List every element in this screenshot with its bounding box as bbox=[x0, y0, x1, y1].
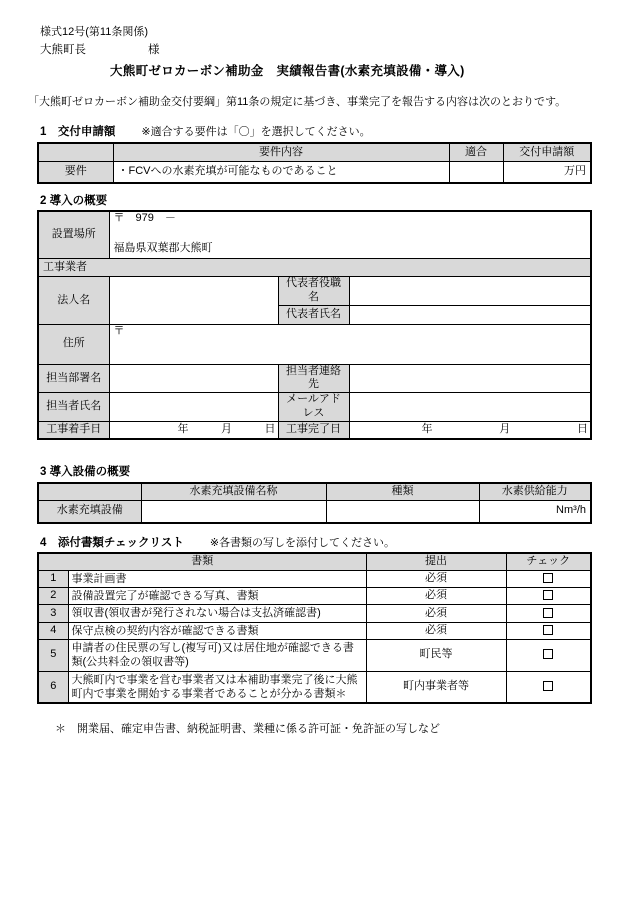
row-number: 4 bbox=[38, 622, 68, 639]
document-name: 大熊町内で事業を営む事業者又は本補助事業完了後に大熊町内で事業を開始する事業者であることが分かる書類＊ bbox=[68, 671, 366, 703]
check-cell bbox=[506, 570, 591, 587]
installation-location-field[interactable] bbox=[109, 211, 591, 259]
email-field[interactable] bbox=[349, 393, 591, 422]
blank-header-cell bbox=[38, 143, 113, 161]
submission-requirement: 町内事業者等 bbox=[366, 671, 506, 703]
representative-title-field[interactable] bbox=[349, 277, 591, 306]
blank-equipment-header-cell bbox=[38, 483, 141, 501]
equipment-type-header: 種類 bbox=[326, 483, 479, 501]
checkbox-icon[interactable] bbox=[543, 681, 553, 691]
construction-start-label: 工事着手日 bbox=[38, 421, 109, 439]
checklist-row bbox=[38, 639, 591, 671]
construction-end-field[interactable] bbox=[349, 421, 591, 439]
representative-name-label: 代表者氏名 bbox=[278, 305, 349, 324]
addressee-line bbox=[40, 43, 630, 57]
attachment-checklist-table bbox=[37, 552, 592, 704]
section2-heading: 2 導入の概要 bbox=[40, 195, 108, 208]
section4-note: ※各書類の写しを添付してください。 bbox=[209, 536, 396, 549]
checklist-row bbox=[38, 605, 591, 622]
person-name-field[interactable] bbox=[109, 393, 278, 422]
checkbox-icon[interactable] bbox=[543, 608, 553, 618]
documents-header: 書類 bbox=[38, 553, 366, 570]
intro-text: 「大熊町ゼロカーボン補助金交付要綱」第11条の規定に基づき、事業完了を報告する内容は次のとおりです。 bbox=[28, 95, 567, 108]
checkbox-icon[interactable] bbox=[543, 625, 553, 635]
check-cell bbox=[506, 605, 591, 622]
person-name-label: 担当者氏名 bbox=[38, 393, 109, 422]
checkbox-icon[interactable] bbox=[543, 590, 553, 600]
location-postal-prefix: 〒 979 － bbox=[113, 211, 176, 224]
hydrogen-equipment-row-label: 水素充填設備 bbox=[38, 501, 141, 523]
row-number: 2 bbox=[38, 588, 68, 605]
conformity-field[interactable] bbox=[449, 161, 503, 183]
check-cell bbox=[506, 588, 591, 605]
row-number: 3 bbox=[38, 605, 68, 622]
document-title: 大熊町ゼロカーボン補助金 実績報告書(水素充填設備・導入) bbox=[110, 64, 465, 79]
submission-header: 提出 bbox=[366, 553, 506, 570]
requirement-row-label: 要件 bbox=[38, 161, 113, 183]
equipment-overview-table bbox=[37, 482, 592, 524]
requirement-content-header: 要件内容 bbox=[113, 143, 449, 161]
department-field[interactable] bbox=[109, 364, 278, 393]
representative-title-label: 代表者役職名 bbox=[278, 277, 349, 306]
submission-requirement: 必須 bbox=[366, 588, 506, 605]
application-amount-header: 交付申請額 bbox=[503, 143, 591, 161]
row-number: 6 bbox=[38, 671, 68, 703]
department-label: 担当部署名 bbox=[38, 364, 109, 393]
contact-label: 担当者連絡先 bbox=[278, 364, 349, 393]
checklist-row bbox=[38, 622, 591, 639]
addressee: 大熊町長 bbox=[40, 43, 86, 56]
submission-requirement: 必須 bbox=[366, 622, 506, 639]
corporate-name-label: 法人名 bbox=[38, 277, 109, 325]
address-field[interactable] bbox=[109, 324, 591, 364]
start-day-unit: 日 bbox=[264, 423, 276, 435]
check-cell bbox=[506, 671, 591, 703]
document-name: 設備設置完了が確認できる写真、書類 bbox=[68, 588, 366, 605]
start-month-unit: 月 bbox=[221, 423, 232, 435]
checklist-row bbox=[38, 671, 591, 703]
contact-field[interactable] bbox=[349, 364, 591, 393]
checkbox-icon[interactable] bbox=[543, 649, 553, 659]
corporate-name-field[interactable] bbox=[109, 277, 278, 325]
document-name: 申請者の住民票の写し(複写可)又は居住地が確認できる書類(公共料金の領収書等) bbox=[68, 639, 366, 671]
contractor-section-header: 工事業者 bbox=[38, 259, 591, 277]
check-header: チェック bbox=[506, 553, 591, 570]
checkbox-icon[interactable] bbox=[543, 573, 553, 583]
installation-overview-table bbox=[37, 210, 592, 441]
document-name: 事業計画書 bbox=[68, 570, 366, 587]
requirement-text: ・FCVへの水素充填が可能なものであること bbox=[113, 161, 449, 183]
representative-name-field[interactable] bbox=[349, 305, 591, 324]
section1-note: ※適合する要件は「〇」を選択してください。 bbox=[141, 125, 371, 138]
row-number: 5 bbox=[38, 639, 68, 671]
checklist-row bbox=[38, 588, 591, 605]
application-amount-table bbox=[37, 142, 592, 184]
end-year-unit: 年 bbox=[421, 423, 433, 435]
section1-heading bbox=[40, 125, 630, 140]
amount-field[interactable]: 万円 bbox=[503, 161, 591, 183]
submission-requirement: 町民等 bbox=[366, 639, 506, 671]
section4-heading bbox=[40, 536, 630, 551]
end-day-unit: 日 bbox=[577, 423, 589, 435]
section1-heading-text: 1 交付申請額 bbox=[40, 125, 116, 138]
location-address-value: 福島県双葉郡大熊町 bbox=[113, 241, 213, 254]
installation-location-label: 設置場所 bbox=[38, 211, 109, 259]
document-name: 保守点検の契約内容が確認できる書類 bbox=[68, 622, 366, 639]
email-label: メールアドレス bbox=[278, 393, 349, 422]
equipment-name-header: 水素充填設備名称 bbox=[141, 483, 326, 501]
address-postal-mark: 〒 bbox=[113, 324, 125, 337]
start-year-unit: 年 bbox=[177, 423, 189, 435]
section3-heading: 3 導入設備の概要 bbox=[40, 466, 131, 479]
equipment-type-field[interactable] bbox=[326, 501, 479, 523]
form-number: 様式12号(第11条関係) bbox=[40, 26, 148, 38]
supply-capacity-field[interactable]: Nm³/h bbox=[479, 501, 591, 523]
footnote-text: ＊ 開業届、確定申告書、納税証明書、業種に係る許可証・免許証の写しなど bbox=[55, 723, 440, 736]
row-number: 1 bbox=[38, 570, 68, 587]
check-cell bbox=[506, 622, 591, 639]
document-name: 領収書(領収書が発行されない場合は支払済確認書) bbox=[68, 605, 366, 622]
submission-requirement: 必須 bbox=[366, 570, 506, 587]
checklist-row bbox=[38, 570, 591, 587]
end-month-unit: 月 bbox=[499, 423, 511, 435]
check-cell bbox=[506, 639, 591, 671]
section4-heading-text: 4 添付書類チェックリスト bbox=[40, 536, 184, 549]
conformity-header: 適合 bbox=[449, 143, 503, 161]
equipment-name-field[interactable] bbox=[141, 501, 326, 523]
construction-start-field[interactable] bbox=[109, 421, 278, 439]
submission-requirement: 必須 bbox=[366, 605, 506, 622]
addressee-honorific: 様 bbox=[148, 43, 160, 56]
construction-end-label: 工事完了日 bbox=[278, 421, 349, 439]
supply-capacity-header: 水素供給能力 bbox=[479, 483, 591, 501]
address-label: 住所 bbox=[38, 324, 109, 364]
